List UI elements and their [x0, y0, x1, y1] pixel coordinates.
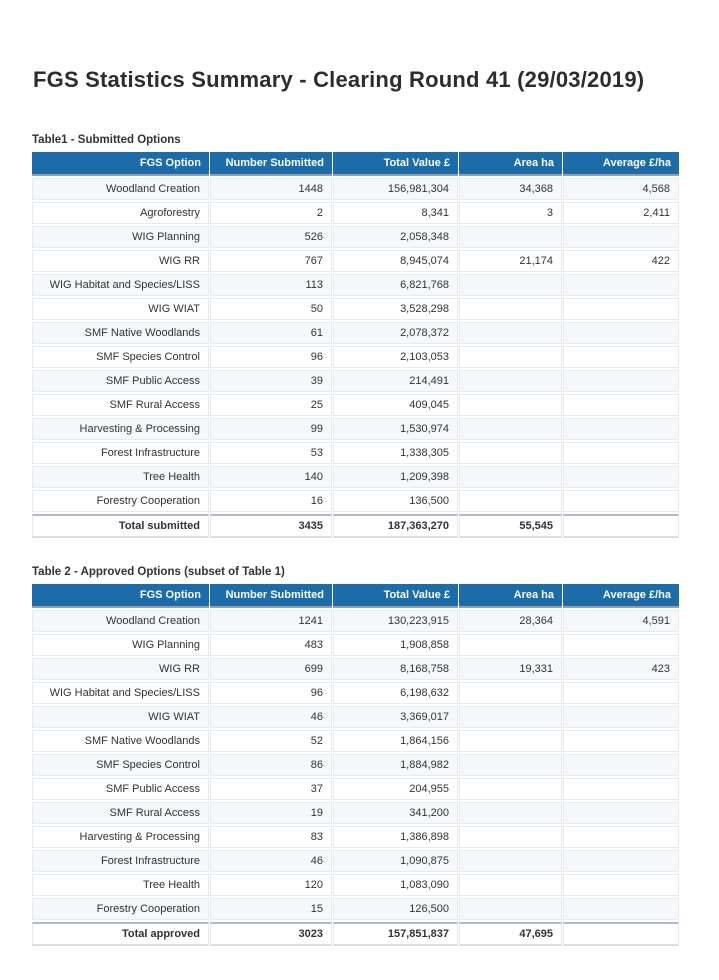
table-row: [32, 778, 679, 800]
value-cell: 1,908,858: [333, 634, 458, 656]
value-cell: [459, 682, 562, 704]
value-cell: 157,851,837: [333, 922, 458, 946]
value-cell: 6,821,768: [333, 274, 458, 296]
column-header: FGS Option: [32, 584, 209, 608]
table-row: [32, 658, 679, 680]
value-cell: 15: [210, 898, 332, 920]
value-cell: 1241: [210, 610, 332, 632]
table-row: [32, 874, 679, 896]
value-cell: [563, 874, 679, 896]
row-label-cell: Forestry Cooperation: [32, 898, 209, 920]
row-label-cell: WIG Habitat and Species/LISS: [32, 274, 209, 296]
value-cell: 2: [210, 202, 332, 224]
value-cell: [563, 514, 679, 538]
value-cell: [563, 346, 679, 368]
value-cell: 21,174: [459, 250, 562, 272]
table-row: [32, 754, 679, 776]
row-label-cell: SMF Species Control: [32, 754, 209, 776]
value-cell: 126,500: [333, 898, 458, 920]
value-cell: 1,090,875: [333, 850, 458, 872]
value-cell: 1,083,090: [333, 874, 458, 896]
value-cell: 46: [210, 850, 332, 872]
row-label-cell: Agroforestry: [32, 202, 209, 224]
value-cell: [459, 802, 562, 824]
table1-submitted-options: [31, 150, 680, 540]
value-cell: 53: [210, 442, 332, 464]
value-cell: [563, 922, 679, 946]
value-cell: [459, 826, 562, 848]
value-cell: 187,363,270: [333, 514, 458, 538]
value-cell: [459, 226, 562, 248]
value-cell: [459, 778, 562, 800]
value-cell: [563, 370, 679, 392]
value-cell: 526: [210, 226, 332, 248]
table-row: [32, 682, 679, 704]
value-cell: 25: [210, 394, 332, 416]
row-label-cell: WIG Planning: [32, 226, 209, 248]
submitted-options-section: [31, 134, 719, 540]
row-label-cell: Woodland Creation: [32, 610, 209, 632]
value-cell: [563, 754, 679, 776]
value-cell: [563, 850, 679, 872]
approved-options-section: [31, 566, 719, 948]
table-row: [32, 322, 679, 344]
column-header: Number Submitted: [210, 152, 332, 176]
value-cell: 1448: [210, 178, 332, 200]
row-label-cell: WIG RR: [32, 658, 209, 680]
value-cell: [563, 778, 679, 800]
value-cell: 483: [210, 634, 332, 656]
value-cell: 86: [210, 754, 332, 776]
value-cell: 50: [210, 298, 332, 320]
table-row: [32, 394, 679, 416]
value-cell: [563, 418, 679, 440]
value-cell: [563, 466, 679, 488]
value-cell: [459, 490, 562, 512]
table1-caption: Table1 - Submitted Options: [32, 134, 181, 146]
value-cell: 3435: [210, 514, 332, 538]
value-cell: 423: [563, 658, 679, 680]
value-cell: 2,103,053: [333, 346, 458, 368]
row-label-cell: Harvesting & Processing: [32, 826, 209, 848]
row-label-cell: WIG Habitat and Species/LISS: [32, 682, 209, 704]
value-cell: 422: [563, 250, 679, 272]
row-label-cell: WIG Planning: [32, 634, 209, 656]
row-label-cell: SMF Public Access: [32, 370, 209, 392]
table-row: [32, 826, 679, 848]
value-cell: 34,368: [459, 178, 562, 200]
table-row: [32, 250, 679, 272]
value-cell: 37: [210, 778, 332, 800]
value-cell: 96: [210, 682, 332, 704]
value-cell: [459, 394, 562, 416]
value-cell: 140: [210, 466, 332, 488]
value-cell: 16: [210, 490, 332, 512]
column-header: Average £/ha: [563, 584, 679, 608]
value-cell: 136,500: [333, 490, 458, 512]
value-cell: [459, 706, 562, 728]
table-row: [32, 178, 679, 200]
value-cell: [459, 898, 562, 920]
row-label-cell: Total approved: [32, 922, 209, 946]
value-cell: [563, 274, 679, 296]
value-cell: 204,955: [333, 778, 458, 800]
value-cell: 4,591: [563, 610, 679, 632]
value-cell: [459, 850, 562, 872]
value-cell: 61: [210, 322, 332, 344]
value-cell: [563, 394, 679, 416]
value-cell: 113: [210, 274, 332, 296]
row-label-cell: SMF Native Woodlands: [32, 322, 209, 344]
table2-approved-options: [31, 582, 680, 948]
table-row: [32, 202, 679, 224]
value-cell: 8,945,074: [333, 250, 458, 272]
value-cell: 1,864,156: [333, 730, 458, 752]
value-cell: 2,411: [563, 202, 679, 224]
value-cell: 1,338,305: [333, 442, 458, 464]
table-row: [32, 442, 679, 464]
value-cell: [459, 730, 562, 752]
value-cell: [563, 682, 679, 704]
value-cell: 1,386,898: [333, 826, 458, 848]
table-row: [32, 898, 679, 920]
value-cell: [459, 346, 562, 368]
table-row: [32, 490, 679, 512]
value-cell: 96: [210, 346, 332, 368]
table-row: [32, 634, 679, 656]
table-row: [32, 298, 679, 320]
value-cell: 39: [210, 370, 332, 392]
row-label-cell: Forest Infrastructure: [32, 850, 209, 872]
table-row: [32, 346, 679, 368]
row-label-cell: SMF Species Control: [32, 346, 209, 368]
table-row: [32, 274, 679, 296]
table2-caption: Table 2 - Approved Options (subset of Table 1): [32, 566, 285, 578]
table-row: [32, 226, 679, 248]
value-cell: 409,045: [333, 394, 458, 416]
value-cell: [563, 634, 679, 656]
row-label-cell: SMF Rural Access: [32, 394, 209, 416]
column-header: FGS Option: [32, 152, 209, 176]
value-cell: 8,168,758: [333, 658, 458, 680]
row-label-cell: SMF Rural Access: [32, 802, 209, 824]
value-cell: 19: [210, 802, 332, 824]
value-cell: 120: [210, 874, 332, 896]
table-row: [32, 802, 679, 824]
row-label-cell: WIG WIAT: [32, 706, 209, 728]
value-cell: 8,341: [333, 202, 458, 224]
value-cell: [563, 706, 679, 728]
header-row: [32, 152, 679, 176]
value-cell: 3,528,298: [333, 298, 458, 320]
value-cell: [459, 634, 562, 656]
value-cell: [563, 490, 679, 512]
value-cell: [459, 298, 562, 320]
row-label-cell: Tree Health: [32, 874, 209, 896]
table-row: [32, 466, 679, 488]
value-cell: [459, 370, 562, 392]
header-row: [32, 584, 679, 608]
row-label-cell: Woodland Creation: [32, 178, 209, 200]
value-cell: 767: [210, 250, 332, 272]
value-cell: 99: [210, 418, 332, 440]
value-cell: 52: [210, 730, 332, 752]
value-cell: [563, 898, 679, 920]
value-cell: [459, 442, 562, 464]
value-cell: 2,058,348: [333, 226, 458, 248]
value-cell: [563, 730, 679, 752]
table-row: [32, 418, 679, 440]
value-cell: 1,884,982: [333, 754, 458, 776]
value-cell: [563, 442, 679, 464]
value-cell: [459, 418, 562, 440]
value-cell: [563, 298, 679, 320]
value-cell: [459, 754, 562, 776]
value-cell: [563, 802, 679, 824]
row-label-cell: Harvesting & Processing: [32, 418, 209, 440]
column-header: Total Value £: [333, 584, 458, 608]
value-cell: [563, 322, 679, 344]
table-row: [32, 610, 679, 632]
value-cell: 19,331: [459, 658, 562, 680]
total-row: [32, 514, 679, 538]
row-label-cell: Total submitted: [32, 514, 209, 538]
value-cell: [563, 826, 679, 848]
row-label-cell: Forest Infrastructure: [32, 442, 209, 464]
value-cell: 28,364: [459, 610, 562, 632]
row-label-cell: Tree Health: [32, 466, 209, 488]
column-header: Area ha: [459, 584, 562, 608]
value-cell: 6,198,632: [333, 682, 458, 704]
value-cell: 1,209,398: [333, 466, 458, 488]
column-header: Total Value £: [333, 152, 458, 176]
column-header: Number Submitted: [210, 584, 332, 608]
value-cell: [459, 322, 562, 344]
value-cell: 2,078,372: [333, 322, 458, 344]
value-cell: 3: [459, 202, 562, 224]
total-row: [32, 922, 679, 946]
row-label-cell: Forestry Cooperation: [32, 490, 209, 512]
row-label-cell: SMF Public Access: [32, 778, 209, 800]
column-header: Area ha: [459, 152, 562, 176]
row-label-cell: WIG RR: [32, 250, 209, 272]
value-cell: 341,200: [333, 802, 458, 824]
value-cell: 1,530,974: [333, 418, 458, 440]
value-cell: 130,223,915: [333, 610, 458, 632]
value-cell: 4,568: [563, 178, 679, 200]
value-cell: 83: [210, 826, 332, 848]
value-cell: 47,695: [459, 922, 562, 946]
value-cell: [459, 466, 562, 488]
table-row: [32, 706, 679, 728]
value-cell: 156,981,304: [333, 178, 458, 200]
value-cell: [459, 274, 562, 296]
value-cell: 699: [210, 658, 332, 680]
table-row: [32, 730, 679, 752]
value-cell: 55,545: [459, 514, 562, 538]
row-label-cell: WIG WIAT: [32, 298, 209, 320]
value-cell: 3,369,017: [333, 706, 458, 728]
row-label-cell: SMF Native Woodlands: [32, 730, 209, 752]
value-cell: 214,491: [333, 370, 458, 392]
table-row: [32, 370, 679, 392]
value-cell: 46: [210, 706, 332, 728]
page-title: FGS Statistics Summary - Clearing Round 41 (29/03/2019): [33, 67, 645, 92]
value-cell: [459, 874, 562, 896]
value-cell: [563, 226, 679, 248]
value-cell: 3023: [210, 922, 332, 946]
table-row: [32, 850, 679, 872]
column-header: Average £/ha: [563, 152, 679, 176]
